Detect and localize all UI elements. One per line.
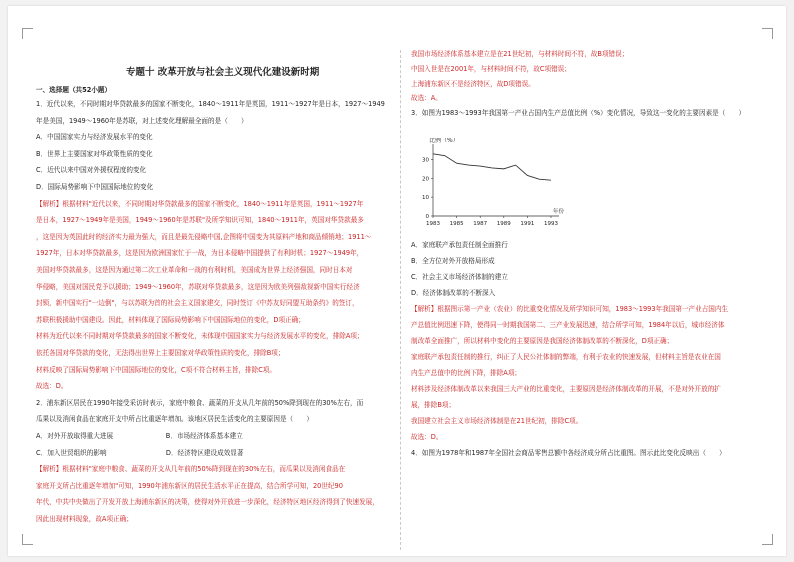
y-axis-label: 比例（%） — [429, 138, 459, 144]
analysis-text-line: 家庭联产承包责任制的推行，纠正了人民公社体制的弊端，有利于农业的快速发展，但材料主旨是农业在国 — [411, 353, 721, 361]
question-text-line: C．加入世贸组织的影响 D．经济特区建设成效显著 — [36, 448, 244, 457]
question-text-line: C．近代以来中国对外援权程度的变化 — [36, 166, 147, 175]
document-title: 专题十 改革开放与社会主义现代化建设新时期 — [126, 67, 320, 78]
question-text-line: 2．浦东新区居民在1990年接受采访时表示，家庭中粮食、蔬菜的开支从几年前的50%降到现在的30%左右，而 — [36, 398, 364, 407]
analysis-text-line: 年代，中共中央做出了开发开放上海浦东新区的决策，使得对外开放进一步深化，经济特区地区经济得到了快速发展， — [36, 498, 379, 507]
crop-mark — [22, 28, 33, 39]
x-tick-label: 1993 — [544, 221, 558, 227]
question-text-line: 4．如图为1978年和1987年全国社会商品零售总额中各经济成分所占比重图。图示此比变化反映出（ ） — [411, 449, 726, 457]
question-text-line: A．家庭联产承包责任制全面推行 — [411, 241, 508, 249]
analysis-text-line: 依托各国对华贷款的变化，无法得出世界上主要国家对华政策性质的变化，排除B项； — [36, 349, 285, 357]
x-tick-label: 1989 — [496, 221, 511, 227]
section-heading: 一、选择题（共52小题） — [36, 86, 112, 94]
crop-mark — [762, 28, 773, 39]
analysis-text-line: 材料为近代以来不同时期对华贷款最多的国家不断变化，未体现中国国家实力与经济发展水平的变化，排除A项； — [36, 332, 364, 341]
document-page — [8, 6, 786, 556]
analysis-text-line: 1927年，日本对华贷款最多，这是因为欧洲国家忙于一战，为日本侵略中国提供了有利时机；1927～1949年， — [36, 249, 364, 258]
analysis-text-line: 故选：A。 — [411, 94, 442, 103]
analysis-text-line: 材料涉及经济体制改革以来我国三大产业的比重变化，主要原因是经济体制改革的开展，不是对外开放的扩 — [411, 385, 721, 393]
y-tick-label: 20 — [422, 176, 429, 183]
analysis-text-line: 我国市场经济体系基本建立是在21世纪初，与材料时间不符，故B项错误； — [411, 50, 629, 58]
analysis-text-line: 是日本，1927～1949年是美国，1949～1960年是苏联"及所学知识可知，1840～1911年，英国对华贷款最多 — [36, 216, 364, 225]
question-text-line: A．对外开放取得重大进展 B．市场经济体系基本建立 — [36, 432, 243, 440]
question-text-line: 1．近代以来，不同时期对华贷款最多的国家不断变化，1840～1911年是英国，1911～1927年是日本，1927～1949 — [36, 100, 385, 108]
y-tick-label: 10 — [422, 195, 429, 202]
question-text-line: D．国际局势影响下中国国际地位的变化 — [36, 183, 154, 191]
analysis-text-line: 上海浦东新区不是经济特区，故D项错误。 — [411, 79, 535, 88]
question-text-line: C．社会主义市场经济体制的建立 — [411, 273, 508, 281]
x-tick-label: 1983 — [426, 221, 440, 227]
column-divider — [400, 50, 401, 550]
question-text-line: 年是美国，1949～1960年是苏联，对上述变化理解最全面的是（ ） — [36, 116, 248, 125]
analysis-text-line: 【解析】根据材料"家庭中粮食、蔬菜的开支从几年前的50%降到现在的30%左右，而瓜果以及消闲食品在 — [36, 465, 346, 474]
series-line — [433, 154, 551, 180]
x-tick-label: 1985 — [449, 221, 464, 227]
y-tick-label: 0 — [425, 214, 429, 220]
analysis-text-line: 美国对华贷款最多，这是因为通过第二次工业革命和一战的有利时机，美国成为世界上经济强国，同时日本对 — [36, 266, 353, 274]
question-text-line: B．世界上主要国家对华政策性质的变化 — [36, 149, 153, 158]
analysis-text-line: 苏联积极援助中国建设。因此，材料体现了国际局势影响下中国国际地位的变化，D项正确； — [36, 315, 305, 324]
analysis-text-line: 故选：D。 — [36, 382, 68, 391]
analysis-text-line: ，这是因为英国此时的经济实力最为强大，而且是最先侵略中国,企图将中国变为其原料产地和商品倾销地；1911～ — [36, 232, 372, 241]
analysis-text-line: 制改革全面推广，所以材料中变化的主要原因是我国经济体制改革的不断深化，D项正确； — [411, 337, 674, 345]
crop-mark — [22, 534, 33, 545]
analysis-text-line: 材料反映了国际局势影响下中国国际地位的变化，C项不符合材料主旨，排除C项。 — [36, 365, 276, 374]
analysis-text-line: 因此出现材料现象，故A项正确； — [36, 515, 133, 523]
analysis-text-line: 故选：D。 — [411, 433, 443, 441]
question-text-line: D．经济体制改革的不断深入 — [411, 289, 496, 297]
x-tick-label: 1987 — [473, 221, 488, 227]
question-text-line: A．中国国家实力与经济发展水平的变化 — [36, 133, 153, 142]
question-text-line: 瓜果以及消闲食品在家庭开支中所占比重逐年增加。该地区居民生活变化的主要原因是（ ） — [36, 415, 313, 424]
analysis-text-line: 【解析】根据图示第一产业（农业）的比重变化情况及所学知识可知，1983～1993年我国第一产业占国内生 — [411, 305, 729, 313]
analysis-text-line: 华侵略，美国对国民党予以援助；1949～1960年，苏联对华贷款最多，这是因为欧美列强敌视新中国实行经济 — [36, 282, 360, 291]
analysis-text-line: 家庭开支所占比重逐年增加"可知，1990年浦东新区的居民生活水平正在提高，结合所学可知，20世纪90 — [36, 481, 343, 490]
y-tick-label: 30 — [422, 157, 429, 164]
analysis-text-line: 内生产总值中的比例下降，排除A项； — [411, 369, 522, 377]
question-text-line: B．全方位对外开放格局形成 — [411, 257, 495, 265]
analysis-text-line: 【解析】根据材料"近代以来，不同时期对华贷款最多的国家不断变化，1840～1911年是英国，1911～1927年 — [36, 199, 364, 208]
analysis-text-line: 中国入世是在2001年，与材料时间不符，故C项错误； — [411, 64, 571, 73]
x-axis-label: 年份 — [553, 209, 565, 215]
crop-mark — [762, 534, 773, 545]
analysis-text-line: 我国建立社会主义市场经济体制是在21世纪初，排除C项。 — [411, 417, 583, 425]
question-text-line: 3．如图为1983～1993年我国第一产业占国内生产总值比例（%）变化情况，导致这一变化的主要因素是（ ） — [411, 109, 746, 118]
line-chart — [411, 138, 581, 238]
x-tick-label: 1991 — [520, 221, 535, 227]
analysis-text-line: 展，排除B项； — [411, 401, 456, 409]
analysis-text-line: 封锁，新中国实行"一边倒"，与以苏联为首的社会主义国家建交，同时签订《中苏友好同盟互助条约》的签订， — [36, 299, 359, 308]
analysis-text-line: 产总值比例迅速下降，使得同一时期我国第二、三产业发展迅速，结合所学可知，1984年以后，城市经济体 — [411, 321, 725, 329]
